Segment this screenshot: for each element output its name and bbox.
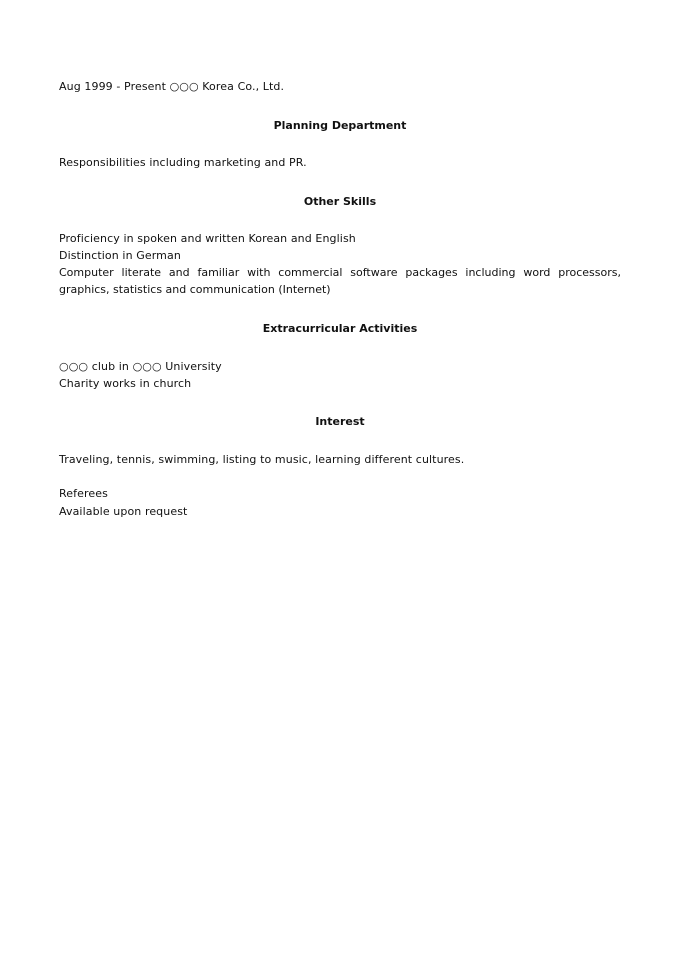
interest-text: Traveling, tennis, swimming, listing to music, learning different cultures. (59, 453, 465, 466)
skill-item: Computer literate and familiar with commercial software packages including word processors, graphics, statistics and communication (Internet) (59, 266, 621, 296)
referees-text: Available upon request (59, 505, 188, 518)
referees-label: Referees (59, 487, 108, 500)
activity-item: ○○○ club in ○○○ University (59, 360, 222, 373)
section-heading-extracurricular: Extracurricular Activities (262, 322, 418, 335)
activity-item: Charity works in church (59, 377, 192, 390)
skill-item: Proficiency in spoken and written Korean and English (59, 232, 356, 245)
employment-line: Aug 1999 - Present ○○○ Korea Co., Ltd. (59, 80, 285, 93)
skill-item: Distinction in German (59, 249, 181, 262)
planning-text: Responsibilities including marketing and PR. (59, 156, 307, 169)
section-heading-other-skills: Other Skills (303, 195, 377, 208)
section-heading-planning: Planning Department (273, 119, 407, 132)
section-heading-interest: Interest (315, 415, 365, 428)
